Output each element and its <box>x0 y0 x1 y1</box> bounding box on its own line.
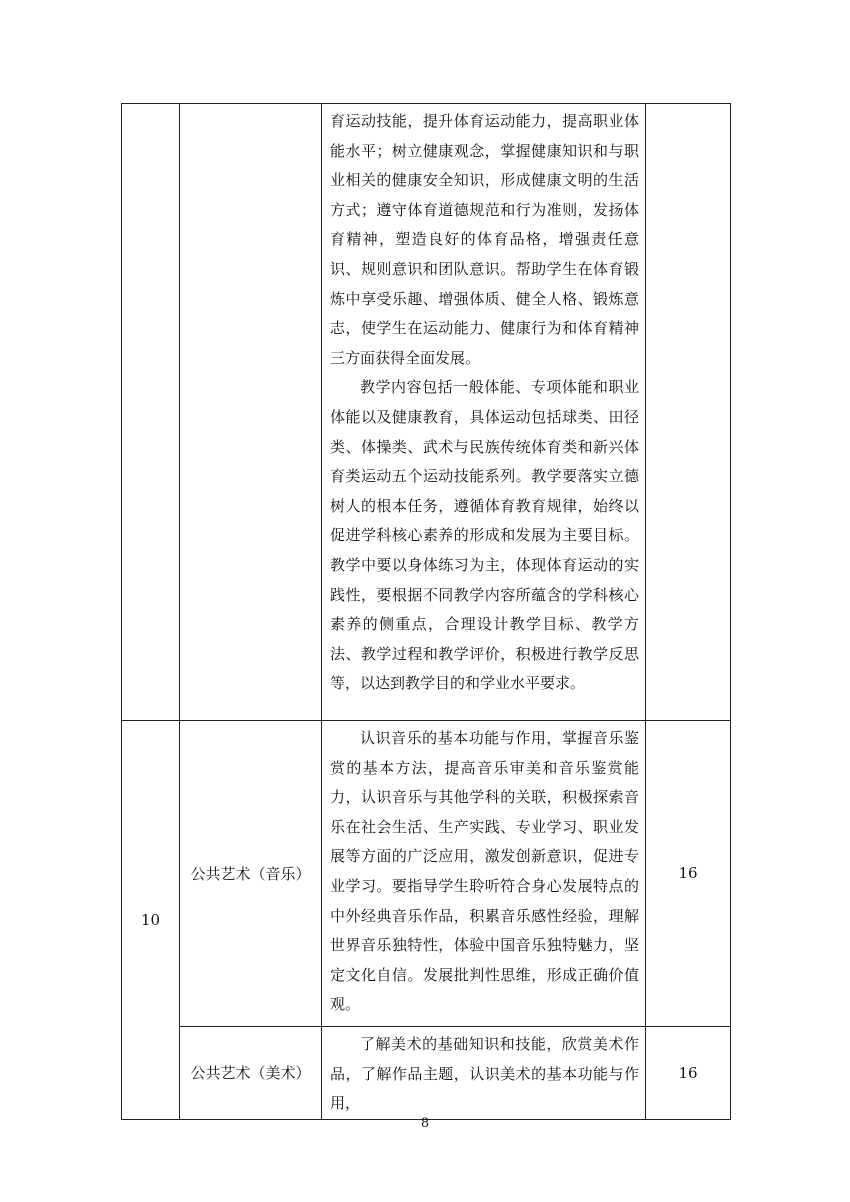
table-row <box>122 721 731 1027</box>
description-cell <box>322 1026 646 1119</box>
description-paragraph: 认识音乐的基本功能与作用，掌握音乐鉴赏的基本方法，提高音乐审美和音乐鉴赏能力，认识音乐与其他学科的关联，积极探索音乐在社会生活、生产实践、专业学习、职业发展等方面的广泛应用，激发创新意识，促进专业学习。要指导学生聆听符合身心发展特点的中外经典音乐作品，积累音乐感性经验，理解世界音乐独特性，体验中国音乐独特魅力，坚定文化自信。发展批判性思维，形成正确价值观。 <box>330 729 639 1014</box>
table-row <box>122 104 731 721</box>
hours-value: 16 <box>646 1026 731 1119</box>
description-cell <box>322 721 646 1027</box>
description-paragraph: 育运动技能，提升体育运动能力，提高职业体能水平；树立健康观念，掌握健康知识和与职业相关的健康安全知识，形成健康文明的生活方式；遵守体育道德规范和行为准则，发扬体育精神，塑造良好的体育品格，增强责任意识、规则意识和团队意识。帮助学生在体育锻炼中享受乐趣、增强体质、健全人格、锻炼意志，使学生在运动能力、健康行为和体育精神三方面获得全面发展。 <box>330 112 639 367</box>
course-cell-empty <box>180 104 322 721</box>
hours-cell-empty <box>646 104 731 721</box>
page-number: 8 <box>420 1116 430 1131</box>
table-row <box>122 1026 731 1119</box>
course-name: 公共艺术（音乐） <box>180 721 322 1027</box>
hours-value: 16 <box>646 721 731 1027</box>
number-cell-empty <box>122 104 180 721</box>
curriculum-table <box>121 103 731 1120</box>
description-paragraph: 教学内容包括一般体能、专项体能和职业体能以及健康教育，具体运动包括球类、田径类、体操类、武术与民族传统体育类和新兴体育类运动五个运动技能系列。教学要落实立德树人的根本任务，遵循体育教育规律，始终以促进学科核心素养的形成和发展为主要目标。教学中要以身体练习为主，体现体育运动的实践性，要根据不同教学内容所蕴含的学科核心素养的侧重点，合理设计教学目标、教学方法、教学过程和教学评价，积极进行教学反思等，以达到教学目的和学业水平要求。 <box>330 378 639 693</box>
description-paragraph: 了解美术的基础知识和技能，欣赏美术作品，了解作品主题，认识美术的基本功能与作用， <box>330 1034 639 1113</box>
row-number: 10 <box>122 721 180 1120</box>
course-name: 公共艺术（美术） <box>180 1026 322 1119</box>
description-cell <box>322 104 646 721</box>
